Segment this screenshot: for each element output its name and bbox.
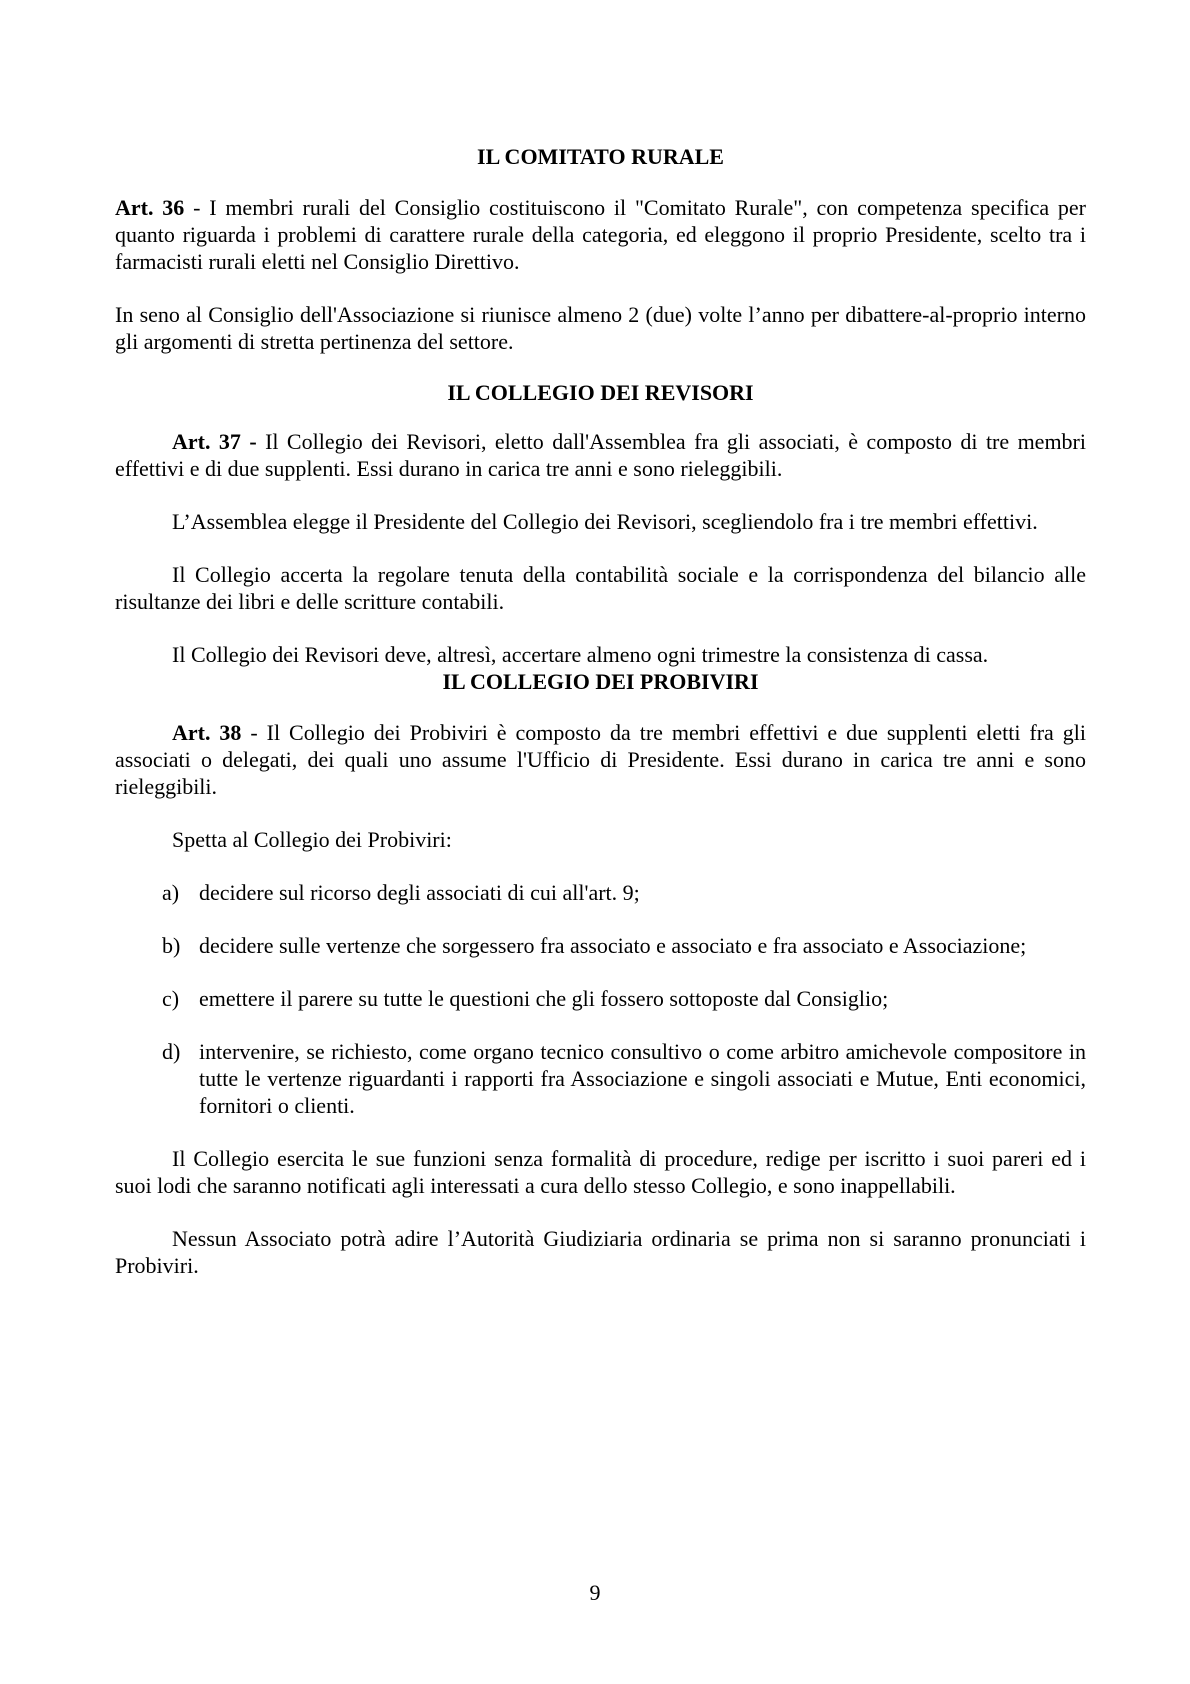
list-marker: c) xyxy=(162,986,180,1011)
art36-text: - I membri rurali del Consiglio costituiscono il "Comitato Rurale", con competenza specifica per quanto riguarda i problemi di carattere rurale della categoria, ed eleggono il proprio Presidente, scelto tra i farmacisti rurali eletti nel Consiglio Direttivo. xyxy=(115,195,1086,274)
document-page xyxy=(115,143,1086,1279)
probiviri-intro: Spetta al Collegio dei Probiviri: xyxy=(172,827,452,852)
list-item-text: intervenire, se richiesto, come organo tecnico consultivo o come arbitro amichevole compositore in tutte le vertenze riguardanti i rapporti fra Associazione e singoli associati e Mutue, Enti economici, fornitori o clienti. xyxy=(199,1039,1086,1118)
art38-text: - Il Collegio dei Probiviri è composto da tre membri effettivi e due supplenti eletti fra gli associati o delegati, dei quali uno assume l'Ufficio di Presidente. Essi durano in carica tre anni e sono rieleggibili. xyxy=(115,720,1086,799)
probiviri-functions-paragraph: Il Collegio esercita le sue funzioni senza formalità di procedure, redige per iscritto i suoi pareri ed i suoi lodi che saranno notificati agli interessati a cura dello stesso Collegio, e sono inappellabili. xyxy=(115,1146,1086,1198)
art37-paragraph xyxy=(115,428,1086,482)
list-item-text: emettere il parere su tutte le questioni che gli fossero sottoposte dal Consiglio; xyxy=(199,986,889,1011)
probiviri-final-paragraph: Nessun Associato potrà adire l’Autorità Giudiziaria ordinaria se prima non si saranno pronunciati i Probiviri. xyxy=(115,1226,1086,1278)
art37-text: Il Collegio dei Revisori, eletto dall'Assemblea fra gli associati, è composto di tre membri effettivi e di due supplenti. Essi durano in carica tre anni e sono rieleggibili. xyxy=(115,429,1086,481)
art36-paragraph xyxy=(115,194,1086,275)
heading-collegio-revisori: IL COLLEGIO DEI REVISORI xyxy=(447,380,754,405)
list-item xyxy=(115,1038,1086,1119)
revisori-paragraph-2: L’Assemblea elegge il Presidente del Collegio dei Revisori, scegliendolo fra i tre membri effettivi. xyxy=(172,509,1038,534)
list-marker: d) xyxy=(162,1039,181,1064)
list-item xyxy=(115,879,1086,906)
list-item-text: decidere sul ricorso degli associati di cui all'art. 9; xyxy=(199,880,640,905)
art36-label: Art. 36 xyxy=(115,195,185,220)
heading-comitato-rurale: IL COMITATO RURALE xyxy=(477,144,724,169)
list-item xyxy=(115,932,1086,959)
art38-label: Art. 38 xyxy=(172,720,242,745)
revisori-paragraph-3: Il Collegio accerta la regolare tenuta della contabilità sociale e la corrispondenza del bilancio alle risultanze dei libri e delle scritture contabili. xyxy=(115,562,1086,614)
revisori-paragraph-4: Il Collegio dei Revisori deve, altresì, accertare almeno ogni trimestre la consistenza di cassa. xyxy=(172,642,989,667)
art37-label: Art. 37 - xyxy=(172,429,257,454)
list-marker: a) xyxy=(162,880,180,905)
list-item-text: decidere sulle vertenze che sorgessero fra associato e associato e fra associato e Associazione; xyxy=(199,933,1027,958)
comitato-paragraph-2: In seno al Consiglio dell'Associazione si riunisce almeno 2 (due) volte l’anno per dibattere-al-proprio interno gli argomenti di stretta pertinenza del settore. xyxy=(115,302,1086,354)
list-item xyxy=(115,985,1086,1012)
page-number: 9 xyxy=(589,1580,601,1605)
list-marker: b) xyxy=(162,933,181,958)
art38-paragraph xyxy=(115,719,1086,800)
heading-collegio-probiviri: IL COLLEGIO DEI PROBIVIRI xyxy=(442,669,759,694)
